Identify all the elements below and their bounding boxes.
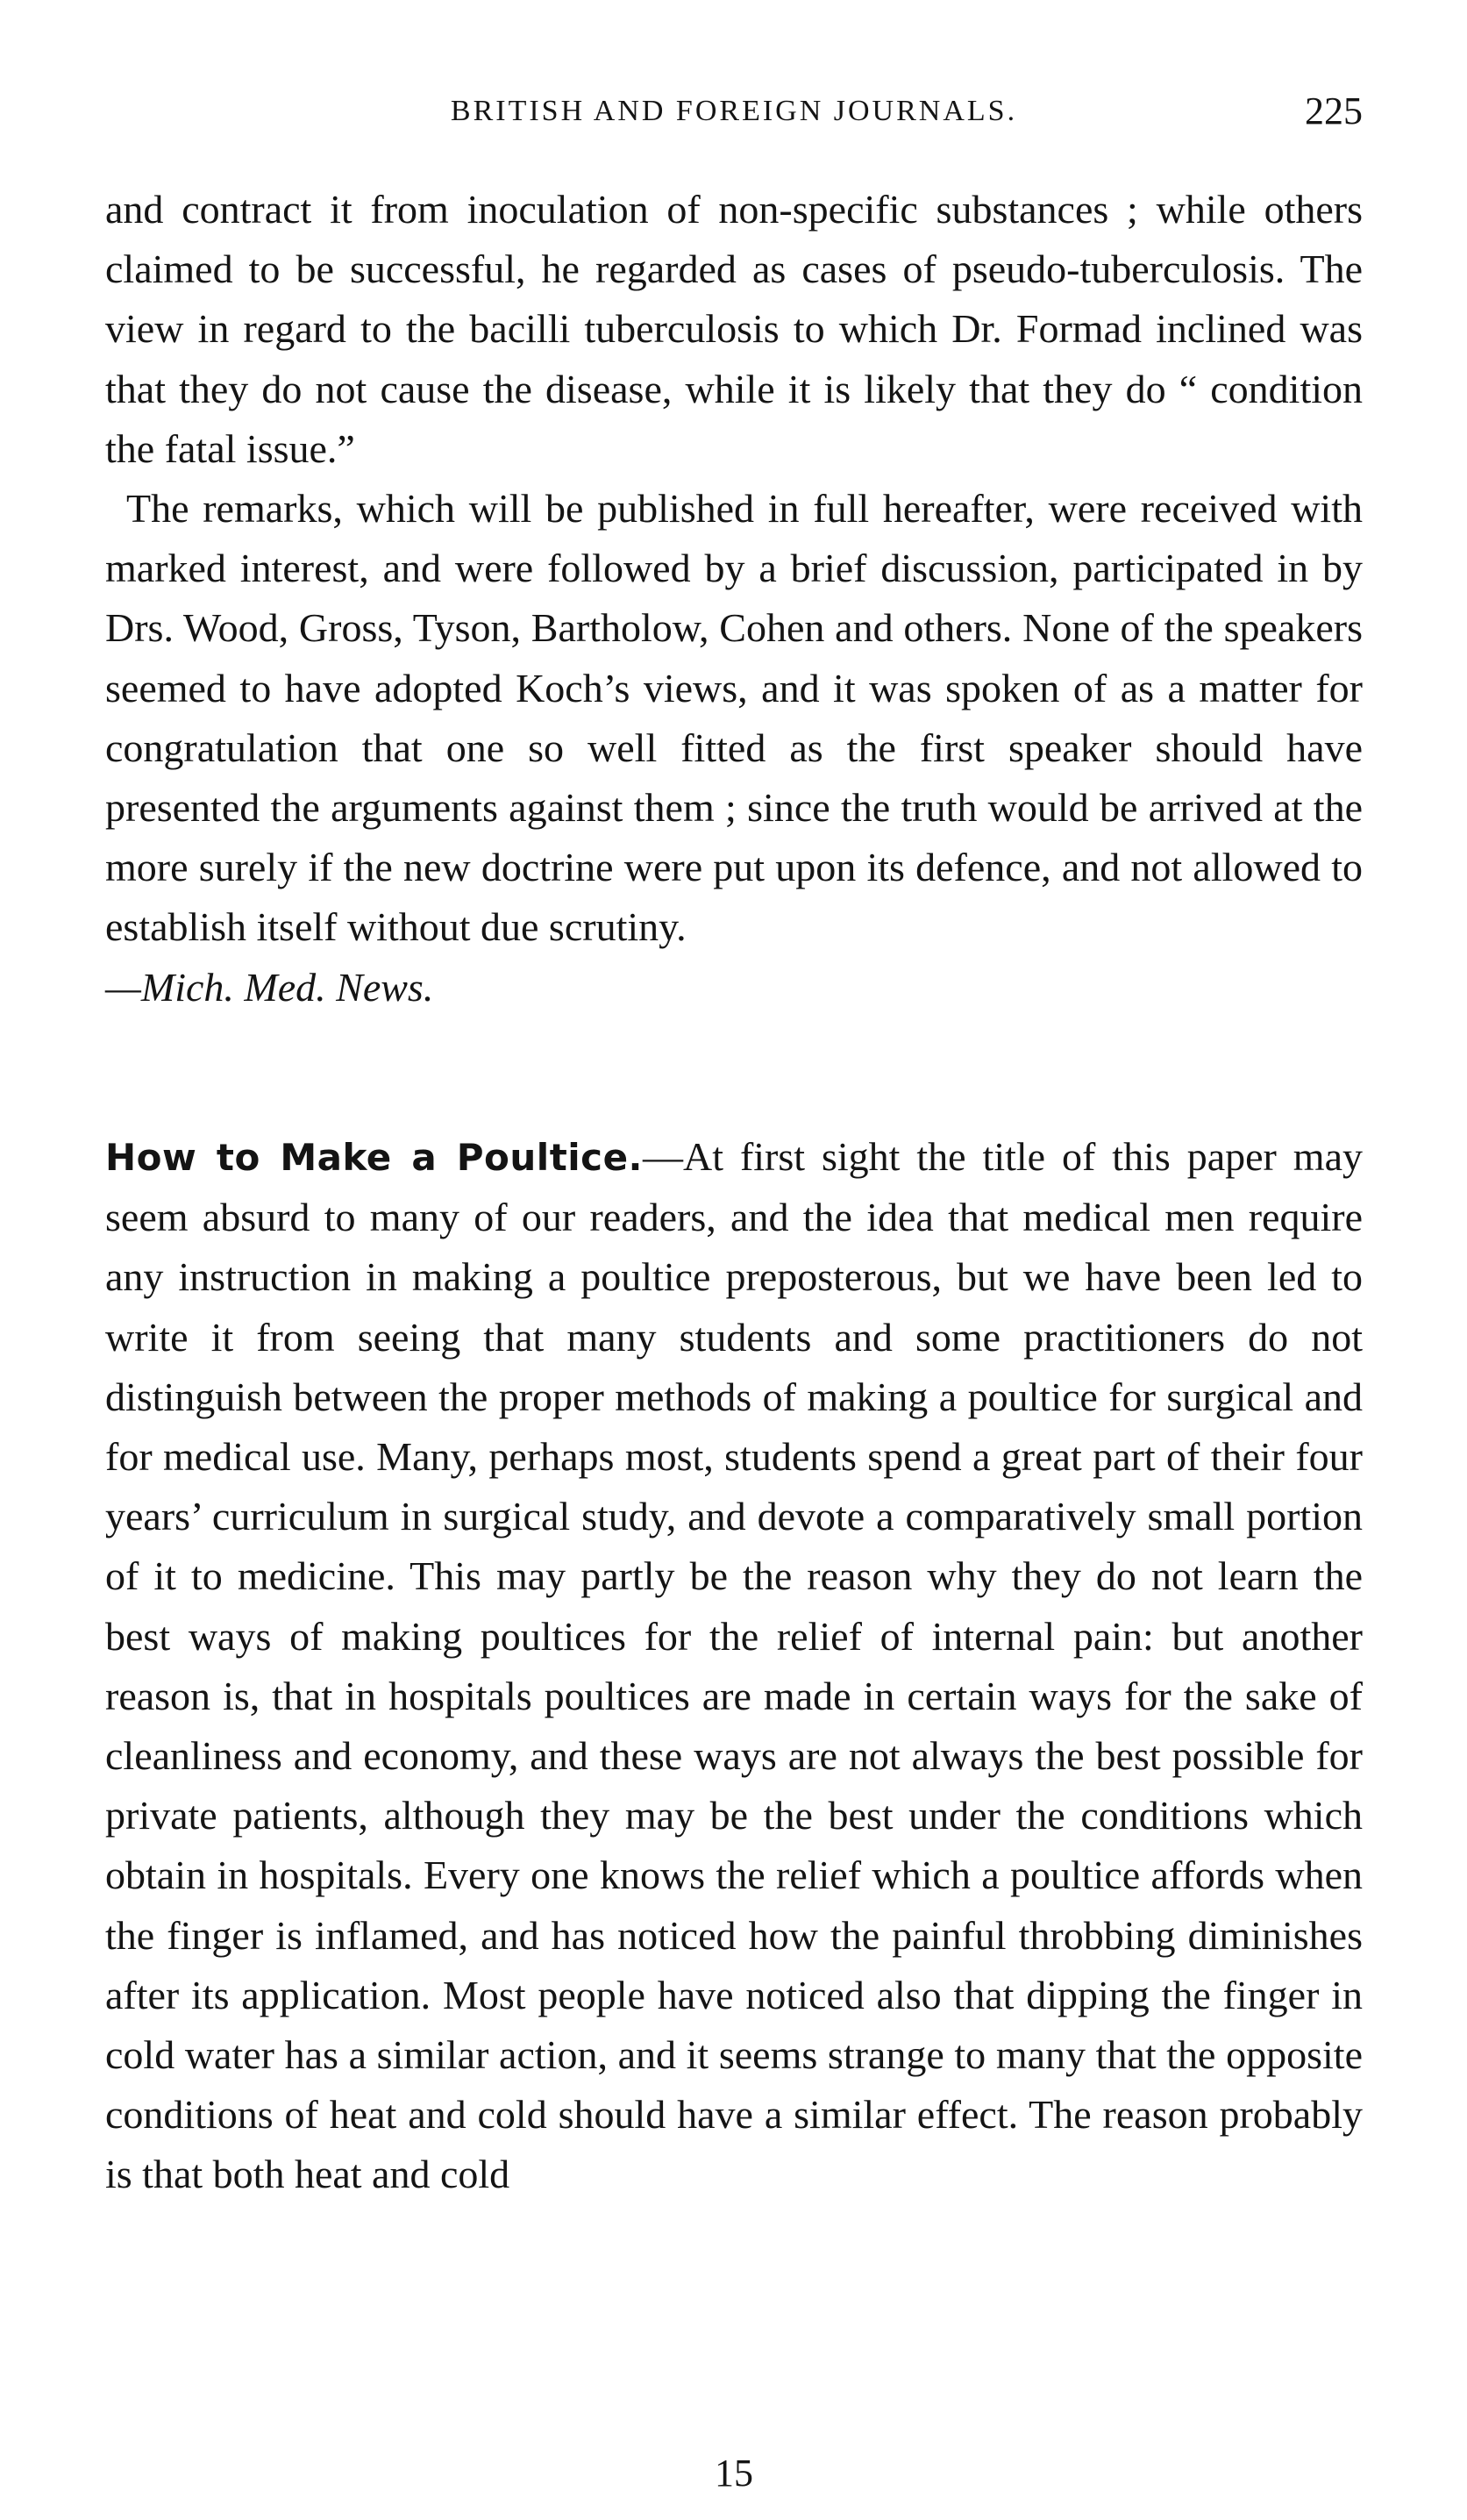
paragraph-remarks bbox=[105, 479, 1363, 1017]
paragraph-continued: and contract it from inoculation of non-specific substances ; while others claimed to be successful, he regarded as cases of pseudo-tuberculosis. The view in regard to the bacilli tuberculosis to which Dr. Formad inclined was that they do not cause the disease, while it is likely that they do “ condition the fatal issue.” bbox=[105, 187, 1363, 471]
running-title: BRITISH AND FOREIGN JOURNALS. bbox=[450, 95, 1018, 127]
source-citation: —Mich. Med. News. bbox=[105, 964, 434, 1010]
article-poultice bbox=[105, 1127, 1363, 2205]
article-koch-discussion bbox=[105, 180, 1363, 1017]
poultice-paragraph bbox=[105, 1127, 1363, 2205]
poultice-body-text: —At first sight the title of this paper may seem absurd to many of our readers, and the idea that medical men require any instruction in making a poultice preposterous, but we have been led to write it from seeing that many students and some practitioners do not distinguish between the proper methods of making a poultice for surgical and for medical use. Many, perhaps most, students spend a great part of their four years’ curriculum in surgical study, and devote a comparatively small portion of it to medicine. This may partly be the reason why they do not learn the best ways of making poultices for the relief of internal pain: but another reason is, that in hospitals poultices are made in certain ways for the sake of cleanliness and economy, and these ways are not always the best possible for private patients, although they may be the best under the conditions which obtain in hospitals. Every one knows the relief which a poultice affords when the finger is inflamed, and has noticed how the painful throbbing diminishes after its application. Most people have noticed also that dipping the finger in cold water has a similar action, and it seems strange to many that the opposite conditions of heat and cold should have a similar effect. The reason probably is that both heat and cold bbox=[105, 1134, 1363, 2197]
article-headline: How to Make a Poultice. bbox=[105, 1136, 644, 1179]
book-page bbox=[105, 0, 1363, 2520]
page-number: 225 bbox=[1305, 89, 1363, 132]
running-head bbox=[105, 89, 1363, 142]
signature-mark: 15 bbox=[715, 2452, 753, 2495]
paragraph-remarks-text: The remarks, which will be published in full hereafter, were received with marked interest, and were followed by a brief discussion, participated in by Drs. Wood, Gross, Tyson, Bartholow, Cohen and others. None of the speakers seemed to have adopted Koch’s views, and it was spoken of as a matter for congratulation that one so well fitted as the first speaker should have presented the arguments against them ; since the truth would be arrived at the more surely if the new doctrine were put upon its defence, and not allowed to establish itself without due scrutiny. bbox=[105, 486, 1363, 950]
